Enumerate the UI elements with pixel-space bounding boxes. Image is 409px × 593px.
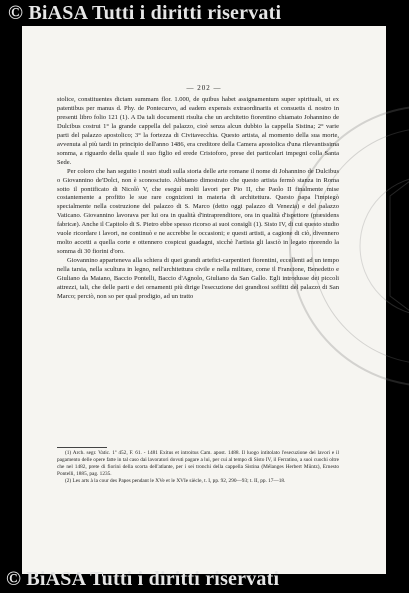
footnote: (1) Arch. segr. Vatic. 1º 452, F. 61. - 1481 Exitus et introitus Cam. apost. 1488. Il luogo intitolato l'esecuzione dei lavori e il pagamento delle opere fatte in tal caso dai lavoratori dovuti pagare a lui, per cui al tempo di Sisto IV, il Ferratino, a suoi cuochi oltre che nel 1482, prete di fiorini della scorta dell'atlante, per i sei tronchi della cappella Sistina (Mélanges Herbert Müntz), Ernesto Pontelli, 1885, pag. 1235. <box>57 450 339 477</box>
paragraph: Giovannino apparteneva alla schiera di quei grandi artefici-carpentieri fiorentini, eccellenti ad un tempo nella tarsia, nella scultura in legno, nell'architettura civile e nella militare, come il Francione, Benedetto e Giuliano da Maiano, Baccio Pontelli, Baccio d'Agnolo, Giuliano da San Gallo. Egli introdusse dei piccoli attrezzi, tali, che delle parti e dei ornamenti più dirige l'esecuzione dei grandiosi soffitti del palazzo di San Marco; perciò, non so per qual prodigio, ad un tratto <box>57 257 339 300</box>
footnote-divider <box>57 447 107 448</box>
copyright-banner-bottom: © BiASA Tutti i diritti riservati <box>6 568 280 590</box>
page-number: — 202 — <box>186 84 222 92</box>
footnote: (2) Les arts à la cour des Papes pendant le XVe et le XVIe siècle, t. I, pp. 92, 290—93; t. II, pp. 17—18. <box>65 477 286 484</box>
document-page <box>22 26 386 574</box>
paragraph: Per coloro che han seguito i nostri studi sulla storia delle arte romane il nome di Johannino de Dulcibus o Giovannino de'Dolci, non è sconosciuto. Abbiamo dimostrato che questo artista fermò stanza in Roma sotto il pontificato di Nicolò V, che eseguì molti lavori per Pio II, che Paolo II finalmente mise costantemente a profitto le sue rare cognizioni in materia di architettura. Questo papa l'impiegò specialmente nella costruzione del palazzo di S. Marco (detto oggi palazzo di Venezia) e del palazzo Vaticano. Giovannino lavorava per lui ora in qualità d'intraprenditore, ora in qualità d'ispettore (præsidens fabricæ). Anche il Capitolo di S. Pietro ebbe spesso ricorso ai suoi consigli (1). Sisto IV, di cui questo studio vuole ricordare i lavori, ne continuò e ne accrebbe le occasioni; e questi artisti, a cagione di ciò, divennero molto accetti a quella corte e ottennero cospicui guadagni, sicchè l'artista gli lasciò in legato morendo la somma di 30 fiorini d'oro. <box>57 167 339 256</box>
footnotes <box>57 450 339 485</box>
copyright-banner-top: © BiASA Tutti i diritti riservati <box>8 2 282 24</box>
paragraph: stolice, constituentes dictam summam flor. 1.000, de quibus habet assignamentum super spirituali, ut ex patentibus per manus d. Phy. de Pontecurvo, ad eadem expensis extraordinariis et consuetis d. nostro in presenti libro folio 121 (1). A Da tali documenti risulta che un architetto fiorentino chiamato Johannino de Dulcibus costrui 1° la grande cappella del palazzo, cioè senza alcun dubbio la cappella Sistina; 2° varie parti del palazzo apostolico; 3° la fortezza di Civitavecchia. Questo artista, al momento della sua morte, avvenuta al più tardi in principio dell'anno 1486, era creditore della Camera apostolica d'una rilevantissima somma, a riguardo della quale il suo figlio ed erede Cristoforo, prese dei particolari impegni colla Santa Sede. <box>57 96 339 166</box>
body-text <box>57 96 339 302</box>
